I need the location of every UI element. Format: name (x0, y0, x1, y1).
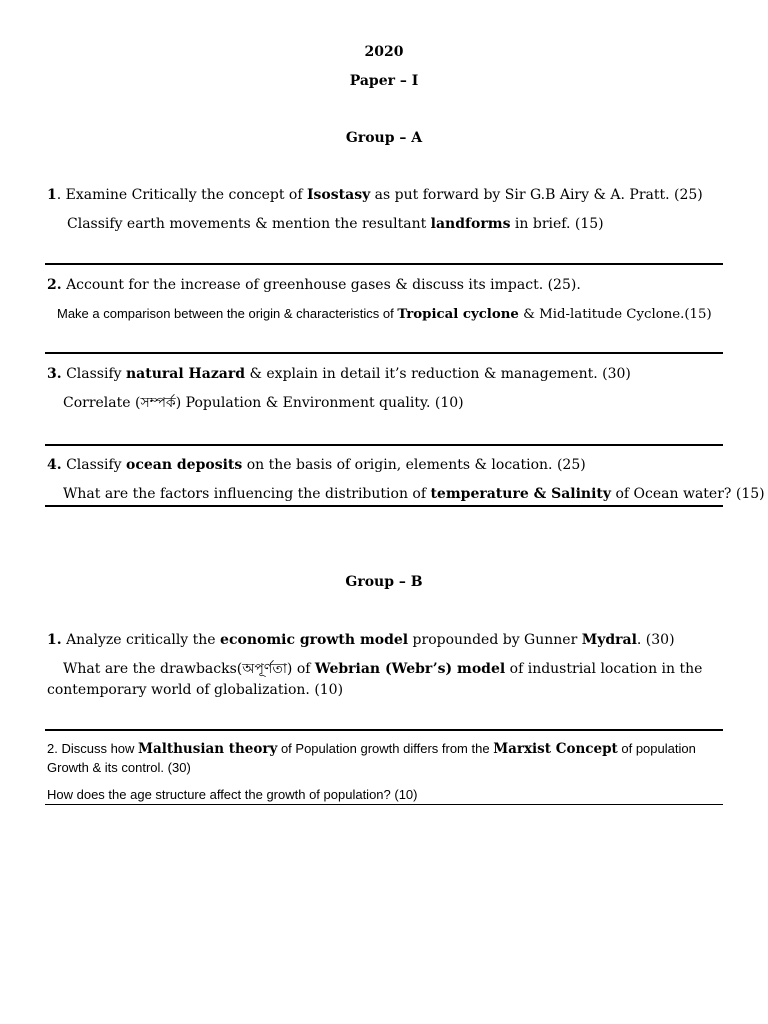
divider (45, 263, 723, 265)
divider (45, 444, 723, 446)
group-a-q1-part-b: Classify earth movements & mention the resultant landforms in brief. (15) (67, 216, 604, 232)
group-a-q4-part-a: 4. Classify ocean deposits on the basis of origin, elements & location. (25) (47, 457, 586, 473)
divider (45, 804, 723, 805)
group-b-q2-part-c: How does the age structure affect the growth of population? (10) (47, 787, 418, 802)
exam-year: 2020 (364, 44, 404, 60)
question-number: 3. (47, 366, 62, 382)
group-a-q2-part-b: Make a comparison between the origin & characteristics of Tropical cyclone & Mid-latitude Cyclone.(15) (57, 306, 712, 322)
paper-title: Paper – I (349, 73, 419, 89)
divider (45, 729, 723, 731)
group-b-q1-part-a: 1. Analyze critically the economic growth model propounded by Gunner Mydral. (30) (47, 632, 675, 648)
group-b-q1-part-c: contemporary world of globalization. (10) (47, 682, 344, 698)
question-number: 1. (47, 632, 62, 648)
group-a-q1-part-a: 1. Examine Critically the concept of Isostasy as put forward by Sir G.B Airy & A. Pratt. (25) (47, 187, 703, 203)
question-number: 2. (47, 741, 58, 756)
group-a-title: Group – A (345, 130, 423, 146)
divider (45, 505, 723, 507)
question-number: 4. (47, 457, 62, 473)
group-b-q2-part-a: 2. Discuss how Malthusian theory of Population growth differs from the Marxist Concept of population (47, 741, 696, 757)
group-b-q2-part-b: Growth & its control. (30) (47, 760, 191, 775)
group-a-q3-part-b: Correlate (সম্পর্ক) Population & Environment quality. (10) (63, 395, 464, 411)
question-number: 1 (47, 187, 57, 203)
group-a-q3-part-a: 3. Classify natural Hazard & explain in detail it’s reduction & management. (30) (47, 366, 631, 382)
divider (45, 352, 723, 354)
group-a-q2-part-a: 2. Account for the increase of greenhouse gases & discuss its impact. (25). (47, 277, 581, 293)
group-a-q4-part-b: What are the factors influencing the distribution of temperature & Salinity of Ocean water? (15) (63, 486, 765, 502)
question-number: 2. (47, 277, 62, 293)
group-b-title: Group – B (345, 574, 423, 590)
group-b-q1-part-b: What are the drawbacks(অপূর্ণতা) of Webrian (Webr’s) model of industrial location in the (63, 661, 703, 677)
